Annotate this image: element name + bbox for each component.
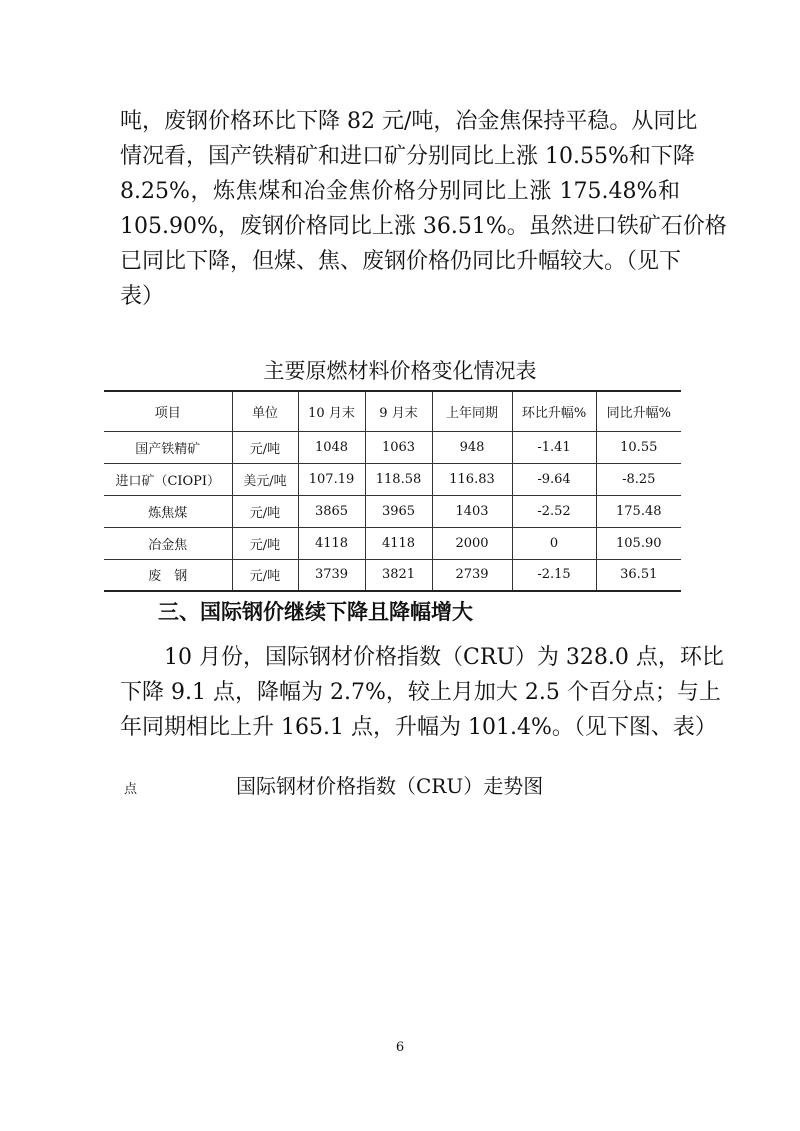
column-header: 项目	[104, 391, 232, 431]
text-line: 表）	[120, 284, 165, 309]
table-cell: 3965	[365, 495, 432, 527]
table-cell: 4118	[298, 527, 365, 559]
text-line: 年同期相比上升 165.1 点，升幅为 101.4%。（见下图、表）	[120, 715, 717, 740]
table-cell: 1403	[432, 495, 512, 527]
table-cell: 废 钢	[104, 559, 232, 591]
text-line: 8.25%，炼焦煤和冶金焦价格分别同比上涨 175.48%和	[120, 179, 680, 204]
table-row	[104, 495, 681, 527]
text-line: 下降 9.1 点，降幅为 2.7%，较上月加大 2.5 个百分点；与上	[120, 680, 721, 705]
column-header: 单位	[232, 391, 298, 431]
table-cell: 3821	[365, 559, 432, 591]
table-cell: -2.15	[512, 559, 596, 591]
section-heading: 三、国际钢价继续下降且降幅增大	[158, 600, 473, 624]
chart-title: 国际钢材价格指数（CRU）走势图	[236, 774, 544, 798]
table-cell: 107.19	[298, 463, 365, 495]
column-header: 9 月末	[365, 391, 432, 431]
table-cell: 炼焦煤	[104, 495, 232, 527]
table-cell: 元/吨	[232, 527, 298, 559]
text-line: 情况看，国产铁精矿和进口矿分别同比上涨 10.55%和下降	[120, 144, 695, 169]
table-cell: 948	[432, 431, 512, 463]
table-cell: 1048	[298, 431, 365, 463]
column-header: 10 月末	[298, 391, 365, 431]
page-number: 6	[395, 1040, 405, 1055]
table-cell: -1.41	[512, 431, 596, 463]
paragraph-cru-index	[120, 640, 724, 745]
text-line: 已同比下降，但煤、焦、废钢价格仍同比升幅较大。（见下	[120, 249, 682, 274]
table-cell: -8.25	[596, 463, 681, 495]
text-line: 吨，废钢价格环比下降 82 元/吨，冶金焦保持平稳。从同比	[120, 109, 698, 134]
table-row	[104, 527, 681, 559]
table-cell: 175.48	[596, 495, 681, 527]
table-cell: 2739	[432, 559, 512, 591]
table-cell: 美元/吨	[232, 463, 298, 495]
table-cell: 4118	[365, 527, 432, 559]
table-cell: 国产铁精矿	[104, 431, 232, 463]
table-header-row	[104, 391, 681, 431]
table-cell: -2.52	[512, 495, 596, 527]
column-header: 上年同期	[432, 391, 512, 431]
table-row	[104, 463, 681, 495]
table-title: 主要原燃材料价格变化情况表	[263, 359, 537, 383]
table-cell: 元/吨	[232, 495, 298, 527]
table-row	[104, 431, 681, 463]
table-cell: 3739	[298, 559, 365, 591]
table-cell: 2000	[432, 527, 512, 559]
table-cell: 0	[512, 527, 596, 559]
table-cell: 36.51	[596, 559, 681, 591]
text-line: 10 月份，国际钢材价格指数（CRU）为 328.0 点，环比	[120, 645, 724, 670]
table-cell: -9.64	[512, 463, 596, 495]
table-cell: 118.58	[365, 463, 432, 495]
table-row	[104, 559, 681, 591]
table-cell: 元/吨	[232, 431, 298, 463]
table-cell: 进口矿（CIOPI）	[104, 463, 232, 495]
table-cell: 1063	[365, 431, 432, 463]
table-cell: 冶金焦	[104, 527, 232, 559]
table-cell: 105.90	[596, 527, 681, 559]
table-cell: 元/吨	[232, 559, 298, 591]
paragraph-price-summary	[120, 104, 727, 314]
table-cell: 3865	[298, 495, 365, 527]
table-cell: 10.55	[596, 431, 681, 463]
column-header: 同比升幅%	[596, 391, 681, 431]
column-header: 环比升幅%	[512, 391, 596, 431]
table-cell: 116.83	[432, 463, 512, 495]
text-line: 105.90%，废钢价格同比上涨 36.51%。虽然进口铁矿石价格	[120, 214, 727, 239]
chart-unit-label: 点	[124, 782, 138, 797]
price-table	[104, 390, 681, 592]
